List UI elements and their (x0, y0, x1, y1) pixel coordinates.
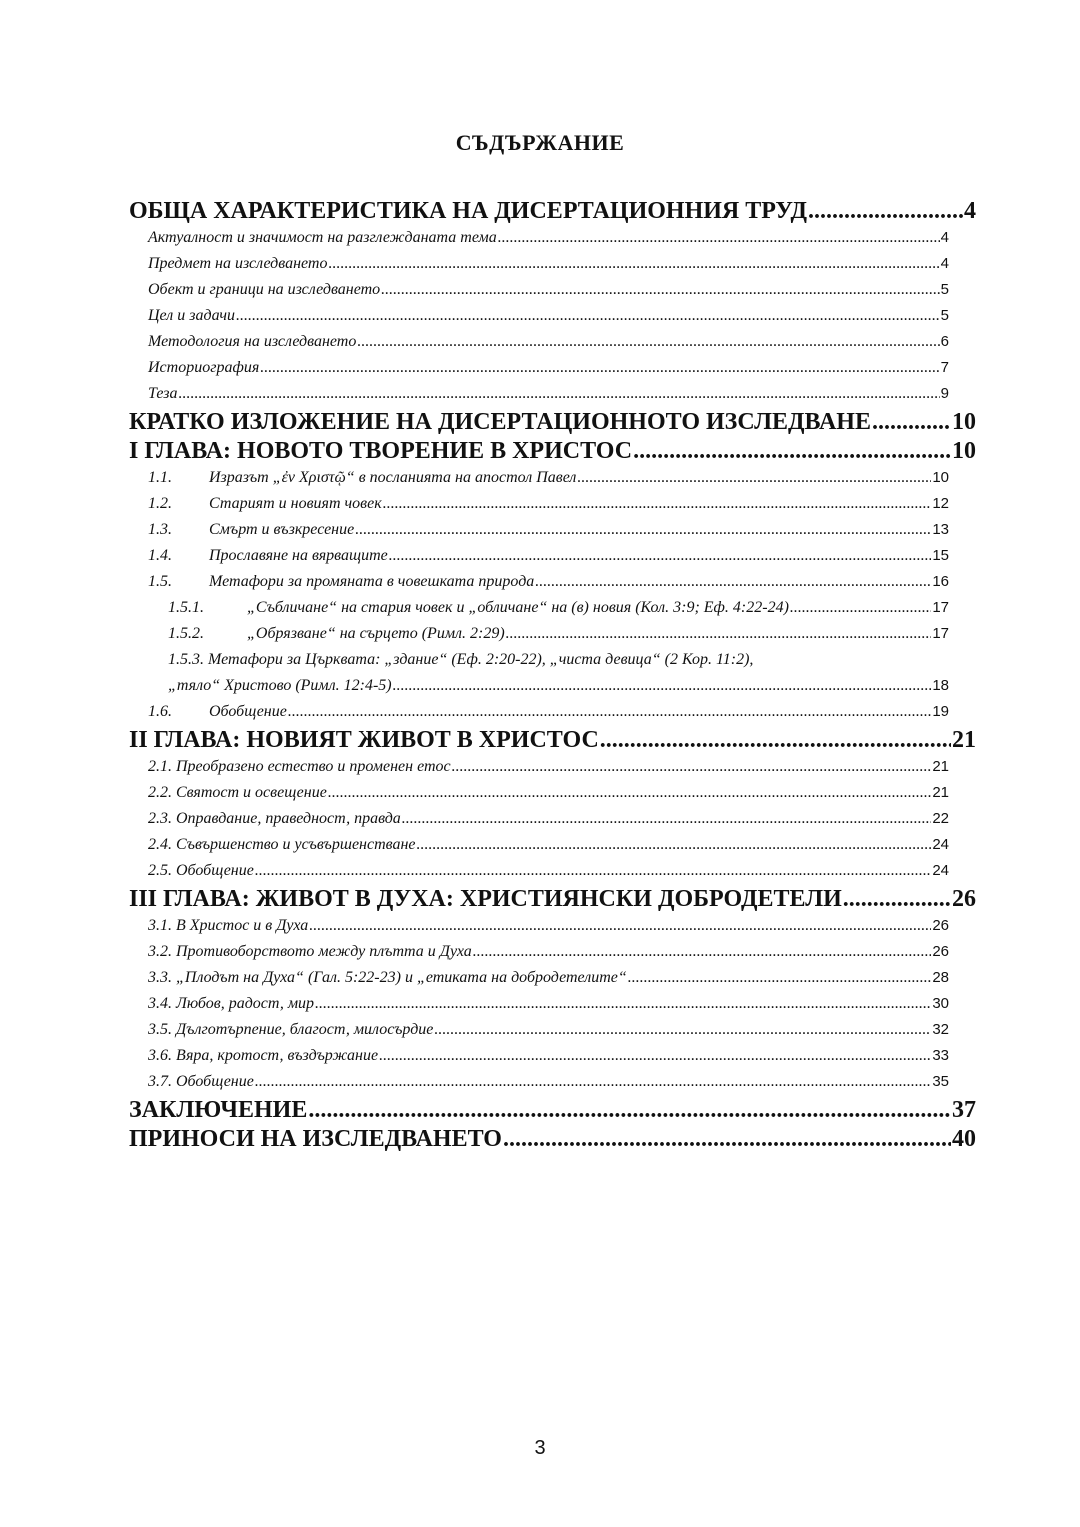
toc-entry[interactable]: 2.5. Обобщение ..... 24 (129, 858, 949, 884)
toc-entry[interactable]: 3.4. Любов, радост, мир ..... 30 (129, 991, 949, 1017)
toc-entry[interactable]: 1.4. Прославяне на вярващите ..... 15 (129, 543, 949, 569)
page-number: 3 (534, 1437, 546, 1459)
toc-entry[interactable]: 2.4. Съвършенство и усъвършенстване ..... 24 (129, 832, 949, 858)
table-of-contents (129, 196, 976, 1153)
toc-entry-contributions[interactable]: ПРИНОСИ НА ИЗСЛЕДВАНЕТО ..... 40 (129, 1125, 976, 1153)
toc-entry[interactable]: Методология на изследването ..... 6 (129, 329, 949, 355)
toc-entry[interactable]: 1.5.2. „Обрязване“ на сърцето (Римл. 2:29) ..... 17 (129, 621, 949, 647)
toc-entry[interactable]: Предмет на изследването ..... 4 (129, 251, 949, 277)
toc-entry[interactable]: 3.2. Противоборството между плътта и Духа ..... 26 (129, 939, 949, 965)
toc-entry[interactable]: 3.7. Обобщение ..... 35 (129, 1069, 949, 1095)
toc-entry[interactable]: 1.5. Метафори за промяната в човешката природа ..... 16 (129, 569, 949, 595)
toc-title: СЪДЪРЖАНИЕ (455, 130, 625, 155)
toc-entry[interactable]: 3.5. Дълготърпение, благост, милосърдие ..... 32 (129, 1017, 949, 1043)
toc-entry[interactable]: Историография ..... 7 (129, 355, 949, 381)
toc-entry[interactable]: 3.3. „Плодът на Духа“ (Гал. 5:22-23) и „етиката на добродетелите“ ..... 28 (129, 965, 949, 991)
toc-entry[interactable]: 1.2. Старият и новият човек ..... 12 (129, 491, 949, 517)
toc-entry[interactable]: Обект и граници на изследването ..... 5 (129, 277, 949, 303)
toc-entry-chapter-2[interactable]: II ГЛАВА: НОВИЯТ ЖИВОТ В ХРИСТОС ..... 21 (129, 726, 976, 754)
toc-entry[interactable]: 2.1. Преобразено естество и променен етос ..... 21 (129, 754, 949, 780)
toc-entry[interactable]: Цел и задачи ..... 5 (129, 303, 949, 329)
toc-entry[interactable]: 1.5.1. „Събличане“ на стария човек и „обличане“ на (в) новия (Кол. 3:9; Еф. 4:22-24) ..... 17 (129, 595, 949, 621)
toc-entry-summary[interactable]: КРАТКО ИЗЛОЖЕНИЕ НА ДИСЕРТАЦИОННОТО ИЗСЛЕДВАНЕ ..... 10 (129, 408, 976, 436)
toc-entry[interactable]: 2.3. Оправдание, праведност, правда ..... 22 (129, 806, 949, 832)
toc-entry[interactable]: 3.6. Вяра, кротост, въздържание ..... 33 (129, 1043, 949, 1069)
toc-entry[interactable]: 1.6. Обобщение ..... 19 (129, 699, 949, 725)
toc-entry-wrapped-line[interactable]: 1.5.3. Метафори за Църквата: „здание“ (Еф. 2:20-22), „чиста девица“ (2 Кор. 11:2), (168, 651, 754, 668)
toc-entry[interactable]: 3.1. В Христос и в Духа ..... 26 (129, 913, 949, 939)
toc-entry-chapter-1[interactable]: I ГЛАВА: НОВОТО ТВОРЕНИЕ В ХРИСТОС ..... 10 (129, 437, 976, 465)
toc-entry-general-characteristics[interactable]: ОБЩА ХАРАКТЕРИСТИКА НА ДИСЕРТАЦИОННИЯ ТРУД ..... 4 (129, 197, 976, 225)
toc-entry[interactable]: 2.2. Святост и освещение ..... 21 (129, 780, 949, 806)
toc-entry[interactable]: „тяло“ Христово (Римл. 12:4-5) ..... 18 (129, 673, 949, 699)
toc-entry-conclusion[interactable]: ЗАКЛЮЧЕНИЕ ..... 37 (129, 1096, 976, 1124)
toc-entry-chapter-3[interactable]: III ГЛАВА: ЖИВОТ В ДУХА: ХРИСТИЯНСКИ ДОБРОДЕТЕЛИ ..... 26 (129, 885, 976, 913)
toc-entry[interactable]: Актуалност и значимост на разглежданата тема ..... 4 (129, 225, 949, 251)
toc-entry[interactable]: 1.1. Изразът „ἐν Χριστῷ“ в посланията на апостол Павел ..... 10 (129, 465, 949, 491)
toc-entry[interactable]: 1.3. Смърт и възкресение ..... 13 (129, 517, 949, 543)
toc-entry[interactable]: Теза ..... 9 (129, 381, 949, 407)
